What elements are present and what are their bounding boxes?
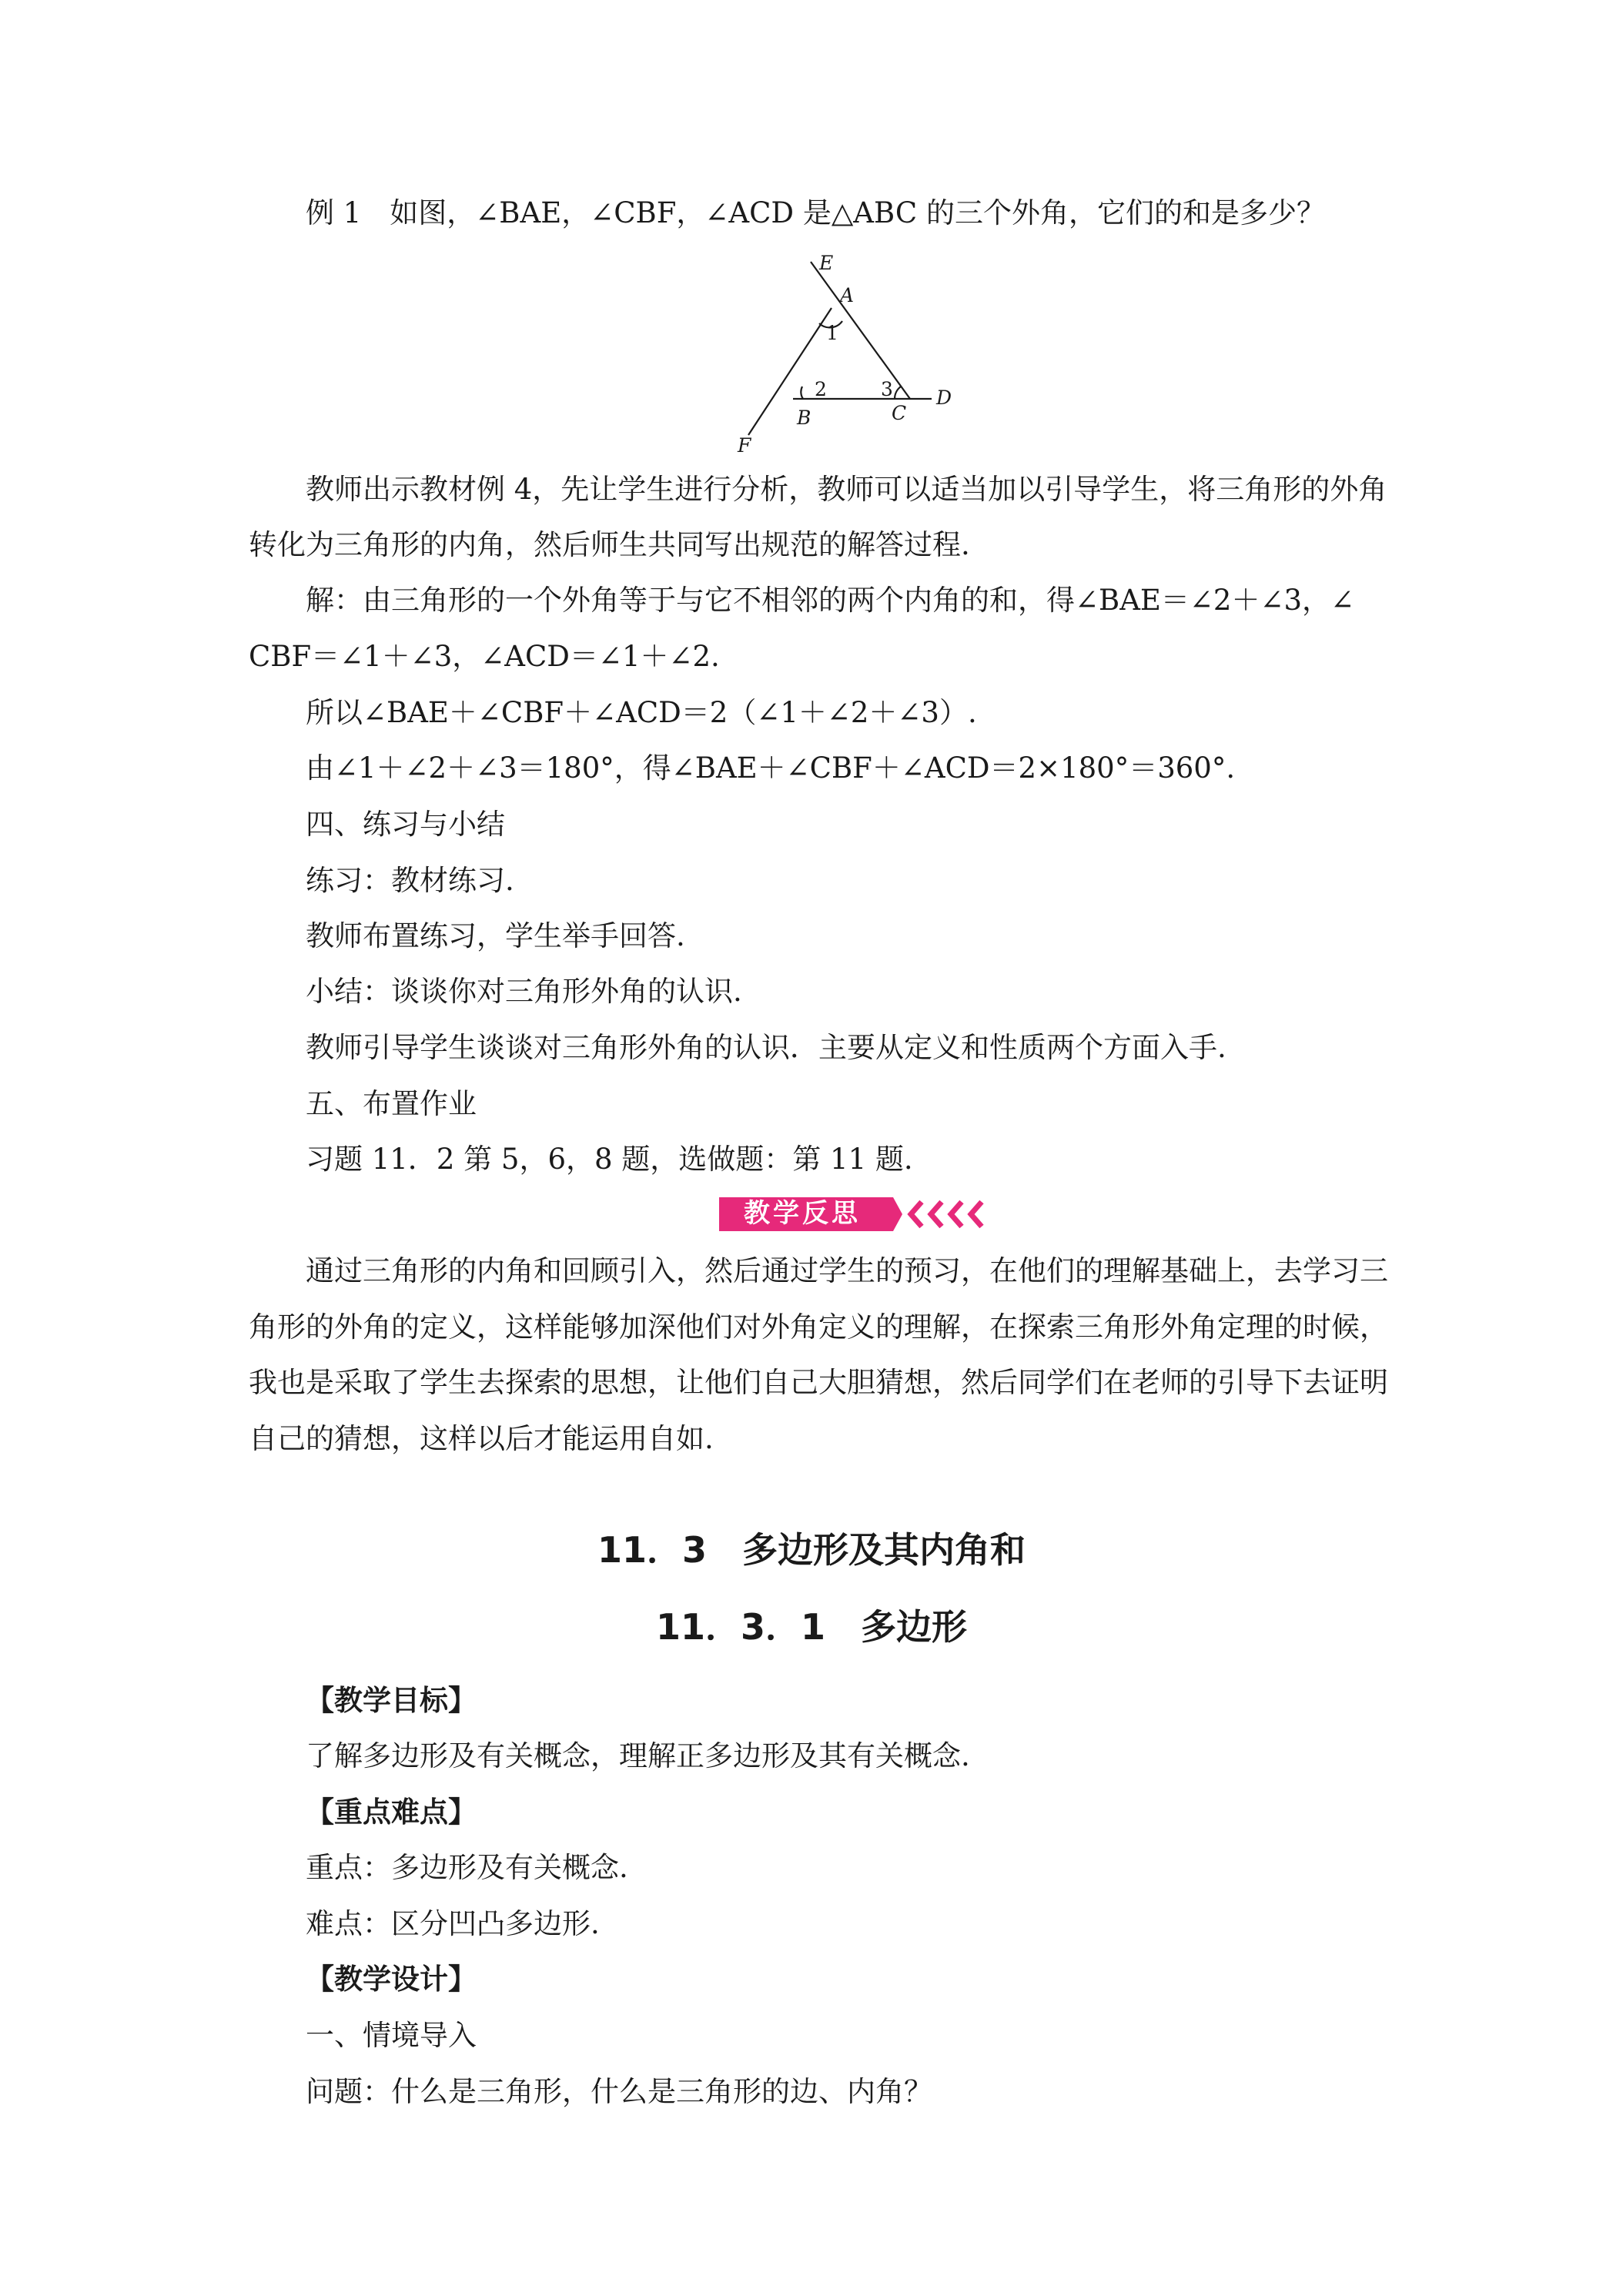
label-angle-1: 1 (826, 322, 838, 344)
teacher-intro-line-1: 教师出示教材例 4，先让学生进行分析，教师可以适当加以引导学生，将三角形的外角 (306, 473, 1387, 506)
difficulty-text: 难点：区分凹凸多边形. (306, 1907, 600, 1940)
intro-question: 问题：什么是三角形，什么是三角形的边、内角？ (306, 2075, 932, 2108)
reflection-line-3: 我也是采取了学生去探索的思想，让他们自己大胆猜想，然后同学们在老师的引导下去证明 (249, 1366, 1388, 1399)
reflection-line-2: 角形的外角的定义，这样能够加深他们对外角定义的理解，在探索三角形外角定理的时候， (249, 1310, 1388, 1344)
label-d: D (936, 387, 952, 409)
practice-note: 教师布置练习，学生举手回答. (306, 919, 685, 952)
label-angle-3: 3 (881, 378, 893, 400)
solution-line-1: 解：由三角形的一个外角等于与它不相邻的两个内角的和，得∠BAE＝∠2＋∠3，∠ (306, 584, 1355, 617)
chevrons-left-icon (911, 1202, 982, 1227)
reflection-line-1: 通过三角形的内角和回顾引入，然后通过学生的预习，在他们的理解基础上，去学习三 (306, 1254, 1388, 1287)
section-5-heading: 五、布置作业 (306, 1087, 477, 1120)
section-title: 11．3 多边形及其内角和 (597, 1529, 1026, 1571)
label-angle-2: 2 (815, 378, 827, 400)
angle-2-arc (801, 387, 803, 399)
key-point-text: 重点：多边形及有关概念. (306, 1851, 628, 1884)
line-a-f (748, 308, 832, 435)
summary-note: 教师引导学生谈谈对三角形外角的认识．主要从定义和性质两个方面入手. (306, 1031, 1226, 1064)
label-c: C (892, 402, 907, 424)
section-subtitle: 11．3．1 多边形 (655, 1606, 968, 1648)
label-f: F (738, 434, 751, 457)
teaching-goals-text: 了解多边形及有关概念，理解正多边形及其有关概念. (306, 1739, 970, 1772)
practice-line: 练习：教材练习. (306, 864, 514, 897)
label-a: A (840, 284, 855, 306)
section-4-heading: 四、练习与小结 (306, 808, 505, 841)
reflection-line-4: 自己的猜想，这样以后才能运用自如. (249, 1422, 714, 1455)
teaching-design-label: 【教学设计】 (306, 1963, 477, 1996)
triangle-exterior-angle-figure (724, 250, 978, 458)
solution-line-2: CBF＝∠1＋∠3，∠ACD＝∠1＋∠2. (249, 640, 720, 673)
intro-heading: 一、情境导入 (306, 2019, 477, 2052)
label-e: E (819, 252, 834, 274)
teacher-intro-line-2: 转化为三角形的内角，然后师生共同写出规范的解答过程. (249, 528, 970, 561)
key-difficulty-label: 【重点难点】 (306, 1796, 477, 1829)
label-b: B (797, 407, 812, 429)
angle-3-arc (895, 387, 901, 399)
solution-line-4: 由∠1＋∠2＋∠3＝180°，得∠BAE＋∠CBF＋∠ACD＝2×180°＝360°. (306, 751, 1236, 785)
solution-line-3: 所以∠BAE＋∠CBF＋∠ACD＝2（∠1＋∠2＋∠3）. (306, 696, 977, 729)
summary-line: 小结：谈谈你对三角形外角的认识. (306, 975, 742, 1008)
reflection-banner-label: 教学反思 (744, 1198, 861, 1229)
homework-line: 习题 11．2 第 5，6，8 题，选做题：第 11 题. (306, 1143, 913, 1176)
example-question: 例 1 如图，∠BAE，∠CBF，∠ACD 是△ABC 的三个外角，它们的和是多少？ (306, 196, 1325, 229)
teaching-goals-label: 【教学目标】 (306, 1684, 477, 1717)
